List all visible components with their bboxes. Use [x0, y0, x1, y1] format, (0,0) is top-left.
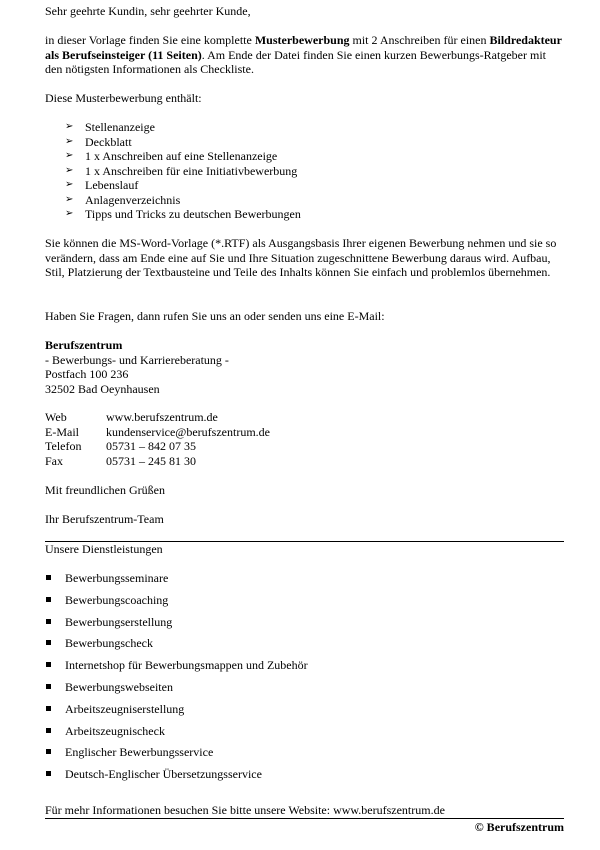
intro-text-2: mit 2 Anschreiben für einen	[349, 33, 490, 47]
square-bullet-icon	[46, 575, 51, 580]
square-bullet-icon	[46, 684, 51, 689]
list-item: ➢ Deckblatt	[65, 134, 132, 149]
company-name: Berufszentrum	[45, 338, 123, 352]
square-bullet-icon	[46, 619, 51, 624]
list-item: ➢ Stellenanzeige	[65, 120, 155, 134]
contact-label: Fax	[45, 453, 63, 468]
contact-row-fax	[45, 454, 270, 469]
arrow-bullet-icon: ➢	[65, 164, 74, 176]
questions-text: Haben Sie Fragen, dann rufen Sie uns an oder senden uns eine E-Mail:	[45, 309, 385, 323]
arrow-bullet-icon: ➢	[65, 135, 74, 147]
contents-list	[65, 120, 301, 222]
contact-row-web	[45, 410, 270, 425]
list-item: Bewerbungswebseiten	[45, 680, 308, 702]
list-item: ➢ 1 x Anschreiben für eine Initiativbewerbung	[65, 163, 298, 178]
list-item: ➢ Anlagenverzeichnis	[65, 192, 181, 207]
square-bullet-icon	[46, 771, 51, 776]
web-link[interactable]: www.berufszentrum.de	[106, 410, 218, 424]
phone-value: 05731 – 842 07 35	[106, 439, 196, 453]
contact-label: E-Mail	[45, 424, 79, 439]
company-subtitle: - Bewerbungs- und Karriereberatung -	[45, 352, 229, 367]
contact-label: Web	[45, 410, 67, 424]
list-item: Internetshop für Bewerbungsmappen und Zubehör	[45, 658, 308, 680]
list-item: Arbeitszeugniserstellung	[45, 702, 308, 724]
list-item: ➢ 1 x Anschreiben auf eine Stellenanzeige	[65, 149, 278, 163]
fax-value: 05731 – 245 81 30	[106, 453, 196, 468]
signature-team: Ihr Berufszentrum-Team	[45, 512, 164, 526]
square-bullet-icon	[46, 728, 51, 733]
list-item: Deutsch-Englischer Übersetzungsservice	[45, 767, 308, 789]
contact-row-email	[45, 425, 270, 440]
intro-paragraph	[45, 33, 565, 77]
list-item: Bewerbungsseminare	[45, 571, 308, 593]
intro-bold-2: Bildredakteur als Berufseinsteiger (11 Seiten)	[45, 33, 562, 62]
arrow-bullet-icon: ➢	[65, 121, 74, 132]
list-item: ➢ Lebenslauf	[65, 178, 139, 192]
closing-text: Mit freundlichen Grüßen	[45, 483, 165, 497]
arrow-bullet-icon: ➢	[65, 150, 74, 161]
list-item: Bewerbungscoaching	[45, 593, 308, 615]
square-bullet-icon	[46, 662, 51, 667]
copyright: © Berufszentrum	[474, 820, 564, 834]
square-bullet-icon	[46, 597, 51, 602]
square-bullet-icon	[46, 749, 51, 754]
list-item: Bewerbungserstellung	[45, 615, 308, 637]
po-box: Postfach 100 236	[45, 367, 129, 381]
contact-row-phone	[45, 439, 270, 454]
address-block	[45, 338, 229, 396]
list-item: Arbeitszeugnischeck	[45, 724, 308, 746]
arrow-bullet-icon: ➢	[65, 179, 74, 190]
services-list	[45, 571, 308, 789]
intro-text-3: . Am Ende der Datei finden Sie einen kurzen Bewerbungs-Ratgeber mit den nötigsten Informationen als Checkliste.	[45, 47, 546, 76]
email-link[interactable]: kundenservice@berufszentrum.de	[106, 424, 270, 439]
more-info-text: Für mehr Informationen besuchen Sie bitte unsere Website: www.berufszentrum.de	[45, 803, 445, 817]
intro-text-1: in dieser Vorlage finden Sie eine komplette	[45, 33, 255, 47]
square-bullet-icon	[46, 640, 51, 645]
usage-paragraph: Sie können die MS-Word-Vorlage (*.RTF) als Ausgangsbasis Ihrer eigenen Bewerbung nehmen und sie so verändern, dass am Ende eine auf Sie und Ihre Situation zugeschnittene Bewerbung daraus wird. Aufbau, Stil, Platzierung der Textbausteine und Teile des Inhalts können Sie einfach und problemlos übernehmen.	[45, 236, 557, 279]
contact-label: Telefon	[45, 439, 82, 453]
services-heading: Unsere Dienstleistungen	[45, 542, 163, 556]
list-item: Bewerbungscheck	[45, 636, 308, 658]
square-bullet-icon	[46, 706, 51, 711]
city: 32502 Bad Oeynhausen	[45, 381, 160, 396]
list-item: Englischer Bewerbungsservice	[45, 745, 308, 767]
arrow-bullet-icon: ➢	[65, 193, 74, 205]
arrow-bullet-icon: ➢	[65, 208, 74, 219]
contents-heading: Diese Musterbewerbung enthält:	[45, 91, 202, 105]
contact-table	[45, 410, 270, 468]
intro-bold-1: Musterbewerbung	[254, 33, 350, 47]
list-item: ➢ Tipps und Tricks zu deutschen Bewerbungen	[65, 207, 301, 221]
salutation: Sehr geehrte Kundin, sehr geehrter Kunde,	[45, 4, 251, 18]
footer-divider	[45, 818, 564, 819]
